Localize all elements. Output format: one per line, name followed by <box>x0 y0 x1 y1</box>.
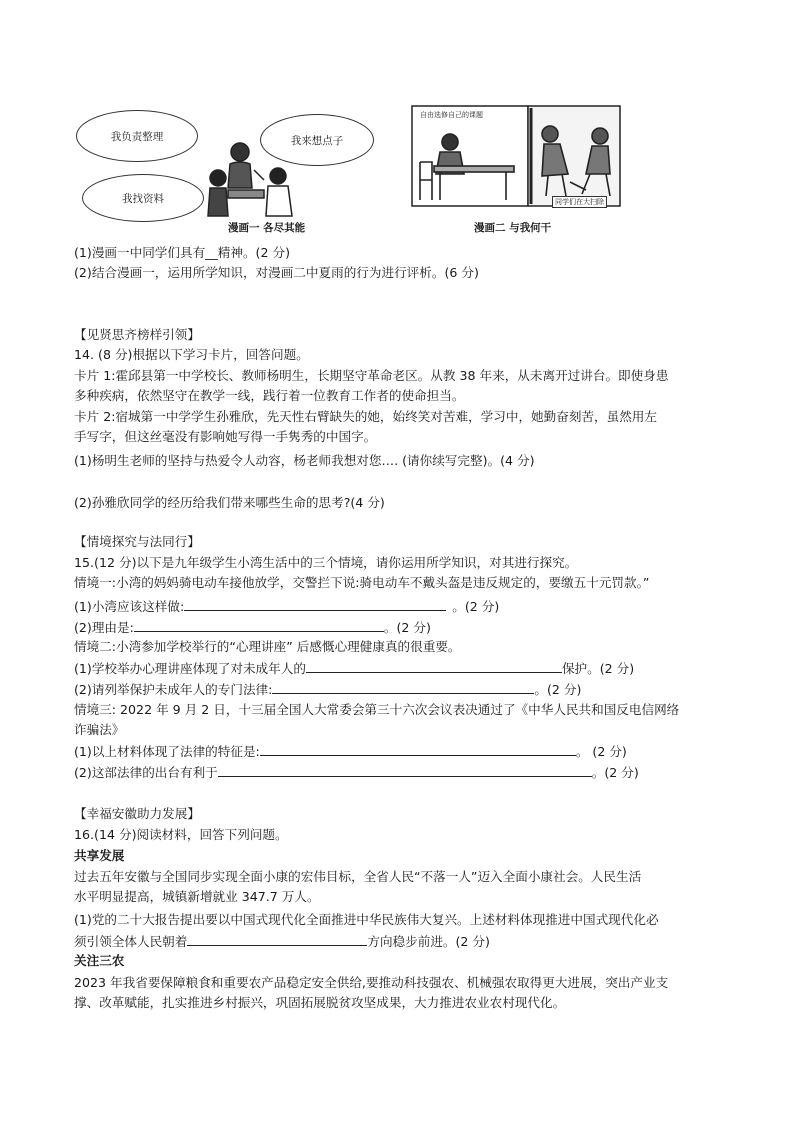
card2-line1: 卡片 2:宿城第一中学学生孙雅欣，先天性右臂缺失的她，始终笑对苦难，学习中，她勤奋刻苦，虽然用左 <box>74 409 657 424</box>
scenario2-q1: (1)学校举办心理讲座体现了对未成年人的 保护。(2 分) <box>74 658 634 679</box>
speech-bubble-ideas: 我来想点子 <box>260 114 374 166</box>
material1-line2: 水平明显提高，城镇新增就业 347.7 万人。 <box>74 889 320 904</box>
scenario1-q2: (2)理由是: 。(2 分) <box>74 617 431 638</box>
comic-two <box>410 104 622 210</box>
section-14-header: 【见贤思齐榜样引领】 <box>74 327 200 342</box>
speech-bubble-materials: 我找资料 <box>82 174 204 222</box>
q14-part2: (2)孙雅欣同学的经历给我们带来哪些生命的思考?(4 分) <box>74 495 385 510</box>
material2-line1: 2023 年我省要保障粮食和重要农产品稳定安全供给,要推动科技强农、机械强农取得更大进展，突出产业支 <box>74 975 669 990</box>
material1-line1: 过去五年安徽与全国同步实现全面小康的宏伟目标，全省人民“不落一人”迈入全面小康社会。人民生活 <box>74 869 642 884</box>
scenario3-line2: 诈骗法》 <box>74 722 125 737</box>
q13-part1: (1)漫画一中同学们具有__精神。(2 分) <box>74 245 290 260</box>
answer-blank[interactable] <box>260 741 576 756</box>
scenario2-q2: (2)请列举保护未成年人的专门法律: 。(2 分) <box>74 679 581 700</box>
q16-part1-line2: 须引领全体人民朝着 方向稳步前进。(2 分) <box>74 931 490 952</box>
q14-part1: (1)杨明生老师的坚持与热爱令人动容，杨老师我想对您…. (请你续写完整)。(4 分) <box>74 453 535 468</box>
section-16-header: 【幸福安徽助力发展】 <box>74 806 200 821</box>
card2-line2: 手写字，但这丝毫没有影响她写得一手隽秀的中国字。 <box>74 429 377 444</box>
material2-line2: 撑、改革赋能，扎实推进乡村振兴，巩固拓展脱贫攻坚成果，大力推进农业农村现代化。 <box>74 995 566 1010</box>
section-15-header: 【情境探究与法同行】 <box>74 534 200 549</box>
q15-title: 15.(12 分)以下是九年级学生小湾生活中的三个情境，请你运用所学知识，对其进行探究。 <box>74 555 578 570</box>
card1-line1: 卡片 1:霍邱县第一中学校长、教师杨明生，长期坚守革命老区。从教 38 年来，从未离开过讲台。即使身患 <box>74 368 669 383</box>
answer-blank[interactable] <box>187 931 367 946</box>
answer-blank[interactable] <box>272 679 534 694</box>
scenario1-text: 情境一:小湾的妈妈骑电动车接他放学，交警拦下说:骑电动车不戴头盔是违反规定的，要缴五十元罚款。” <box>74 575 650 590</box>
q16-part1-line1: (1)党的二十大报告提出要以中国式现代化全面推进中华民族伟大复兴。上述材料体现推进中国式现代化必 <box>74 912 659 927</box>
comic-two-top-sign: 自由选修自己的课题 <box>420 111 483 119</box>
subheading-shared-development: 共享发展 <box>74 848 125 863</box>
scenario3-line1: 情境三: 2022 年 9 月 2 日，十三届全国人大常委会第三十六次会议表决通过了《中华人民共和国反电信网络 <box>74 702 680 717</box>
q13-part2: (2)结合漫画一，运用所学知识，对漫画二中夏雨的行为进行评析。(6 分) <box>74 265 479 280</box>
comic-one-caption: 漫画一 各尽其能 <box>228 222 306 234</box>
card1-line2: 多种疾病，依然坚守在教学一线，践行着一位教育工作者的使命担当。 <box>74 388 465 403</box>
answer-blank[interactable] <box>134 617 384 632</box>
speech-bubble-organize: 我负责整理 <box>76 110 198 162</box>
comic-one <box>76 104 344 216</box>
scenario1-q1: (1)小湾应该这样做: 。(2 分) <box>74 596 499 617</box>
subheading-rural-issues: 关注三农 <box>74 953 125 968</box>
answer-blank[interactable] <box>184 596 446 611</box>
q16-title: 16.(14 分)阅读材料，回答下列问题。 <box>74 827 288 842</box>
answer-blank[interactable] <box>306 658 562 673</box>
scenario2-text: 情境二:小湾参加学校举行的“心理讲座” 后感慨心理健康真的很重要。 <box>74 639 461 654</box>
scenario3-q2: (2)这部法律的出台有利于 。(2 分) <box>74 762 639 783</box>
answer-blank[interactable] <box>218 762 592 777</box>
comic-two-bottom-sign: 同学们在大扫除 <box>552 196 607 208</box>
comic-two-caption: 漫画二 与我何干 <box>474 222 552 234</box>
students-illustration <box>198 140 308 220</box>
scenario3-q1: (1)以上材料体现了法律的特征是: 。 (2 分) <box>74 741 627 762</box>
q14-title: 14. (8 分)根据以下学习卡片，回答问题。 <box>74 347 309 362</box>
